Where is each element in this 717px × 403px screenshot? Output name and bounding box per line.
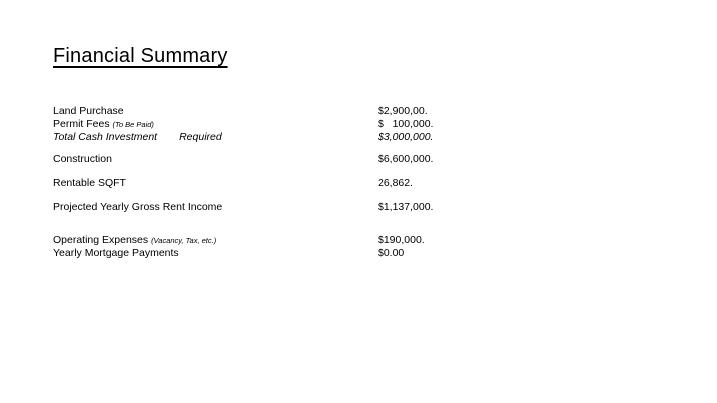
row-label-text: Permit Fees bbox=[53, 118, 113, 130]
table-row bbox=[53, 105, 473, 118]
row-label bbox=[53, 201, 378, 214]
table-row bbox=[53, 118, 473, 131]
row-spacer bbox=[53, 166, 473, 177]
row-label-note: (To Be Paid) bbox=[112, 120, 154, 129]
row-value: $2,900,00. bbox=[378, 105, 428, 117]
table-row bbox=[53, 201, 473, 214]
row-label-text: Land Purchase bbox=[53, 105, 124, 117]
row-label bbox=[53, 153, 378, 166]
row-label bbox=[53, 234, 378, 247]
row-label-note: (Vacancy, Tax, etc.) bbox=[151, 236, 217, 245]
row-label-text: Operating Expenses bbox=[53, 234, 152, 246]
table-row bbox=[53, 247, 473, 260]
row-label bbox=[53, 247, 378, 260]
row-value: 26,862. bbox=[378, 177, 414, 189]
table-row bbox=[53, 131, 473, 144]
page-title: Financial Summary bbox=[53, 45, 228, 67]
row-value: $6,600,000. bbox=[378, 153, 434, 165]
row-label-text: Total Cash Investment bbox=[53, 131, 158, 143]
table-row bbox=[53, 234, 473, 247]
row-spacer bbox=[53, 190, 473, 201]
table-row bbox=[53, 153, 473, 166]
row-spacer bbox=[53, 144, 473, 153]
row-label-text: Construction bbox=[53, 153, 112, 165]
row-label-text: Rentable SQFT bbox=[53, 177, 126, 189]
row-value: $ 100,000. bbox=[378, 118, 434, 130]
row-label bbox=[53, 131, 378, 144]
row-label-text: Yearly Mortgage Payments bbox=[53, 247, 179, 259]
row-label bbox=[53, 105, 378, 118]
row-value: $190,000. bbox=[378, 234, 425, 246]
row-spacer bbox=[53, 214, 473, 234]
row-label-qualifier: Required bbox=[179, 131, 222, 143]
row-label bbox=[53, 177, 378, 190]
row-label bbox=[53, 118, 378, 131]
financial-summary-table bbox=[53, 105, 473, 260]
row-value: $0.00 bbox=[378, 247, 405, 259]
row-value: $1,137,000. bbox=[378, 201, 434, 213]
row-value: $3,000,000. bbox=[378, 131, 434, 143]
row-label-text: Projected Yearly Gross Rent Income bbox=[53, 201, 223, 213]
table-row bbox=[53, 177, 473, 190]
